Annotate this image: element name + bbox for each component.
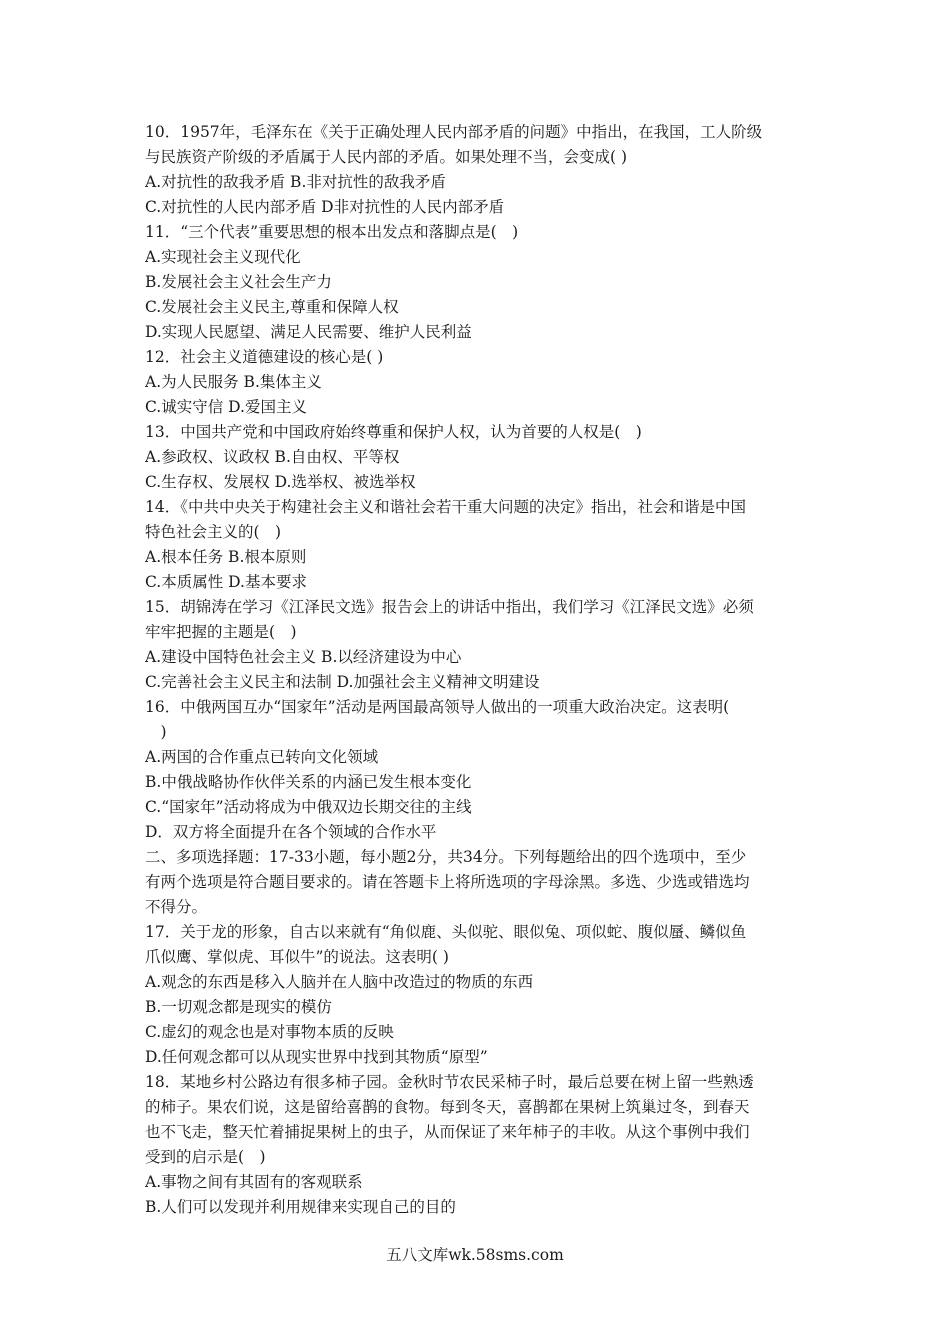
text-line: A.实现社会主义现代化 — [145, 248, 301, 266]
text-line: A.对抗性的敌我矛盾 B.非对抗性的敌我矛盾 — [145, 173, 446, 191]
text-line: 也不飞走，整天忙着捕捉果树上的虫子，从而保证了来年柿子的丰收。从这个事例中我们 — [145, 1123, 750, 1141]
text-line: 18．某地乡村公路边有很多柿子园。金秋时节农民采柿子时，最后总要在树上留一些熟透 — [145, 1073, 754, 1091]
text-line: D.任何观念都可以从现实世界中找到其物质“原型” — [145, 1048, 488, 1066]
text-line: 牢牢把握的主题是( ) — [145, 623, 297, 641]
text-line: C.诚实守信 D.爱国主义 — [145, 398, 307, 416]
text-line: A.建设中国特色社会主义 B.以经济建设为中心 — [145, 648, 462, 666]
text-line: 10．1957年，毛泽东在《关于正确处理人民内部矛盾的问题》中指出，在我国，工人阶级 — [145, 123, 763, 141]
text-line: B.人们可以发现并利用规律来实现自己的目的 — [145, 1198, 456, 1216]
text-line: 爪似鹰、掌似虎、耳似牛”的说法。这表明( ) — [145, 948, 449, 966]
text-line: 14．《中共中央关于构建社会主义和谐社会若干重大问题的决定》指出，社会和谐是中国 — [145, 498, 746, 516]
page-footer: 五八文库wk.58sms.com — [386, 1246, 564, 1264]
text-line: C.完善社会主义民主和法制 D.加强社会主义精神文明建设 — [145, 673, 540, 691]
text-line: C.“国家年”活动将成为中俄双边长期交往的主线 — [145, 798, 472, 816]
text-line: 15．胡锦涛在学习《江泽民文选》报告会上的讲话中指出，我们学习《江泽民文选》必须 — [145, 598, 754, 616]
text-line: A.根本任务 B.根本原则 — [145, 548, 307, 566]
text-line: 特色社会主义的( ) — [145, 523, 282, 541]
text-line: 12．社会主义道德建设的核心是( ) — [145, 348, 384, 366]
text-line: A.事物之间有其固有的客观联系 — [145, 1173, 363, 1191]
text-line: A.参政权、议政权 B.自由权、平等权 — [145, 448, 400, 466]
text-line: D.实现人民愿望、满足人民需要、维护人民利益 — [145, 323, 472, 341]
text-line: ) — [145, 723, 167, 741]
text-line: C.虚幻的观念也是对事物本质的反映 — [145, 1023, 394, 1041]
document-body — [145, 120, 813, 1220]
text-line: B.一切观念都是现实的模仿 — [145, 998, 332, 1016]
text-line: 17．关于龙的形象，自古以来就有“角似鹿、头似驼、眼似兔、项似蛇、腹似蜃、鳞似鱼 — [145, 923, 747, 941]
text-line: A.观念的东西是移入人脑并在人脑中改造过的物质的东西 — [145, 973, 534, 991]
text-line: B.发展社会主义社会生产力 — [145, 273, 332, 291]
text-line: 二、多项选择题：17-33小题，每小题2分，共34分。下列每题给出的四个选项中，至少 — [145, 848, 747, 866]
text-line: 13．中国共产党和中国政府始终尊重和保护人权，认为首要的人权是( ) — [145, 423, 642, 441]
text-line: A.为人民服务 B.集体主义 — [145, 373, 322, 391]
text-line: 不得分。 — [145, 898, 208, 916]
text-line: 11．“三个代表”重要思想的根本出发点和落脚点是( ) — [145, 223, 519, 241]
text-line: B.中俄战略协作伙伴关系的内涵已发生根本变化 — [145, 773, 472, 791]
text-line: C.本质属性 D.基本要求 — [145, 573, 307, 591]
text-line: 有两个选项是符合题目要求的。请在答题卡上将所选项的字母涂黑。多选、少选或错选均 — [145, 873, 750, 891]
text-line: 与民族资产阶级的矛盾属于人民内部的矛盾。如果处理不当，会变成( ) — [145, 148, 628, 166]
text-line: 的柿子。果农们说，这是留给喜鹊的食物。每到冬天，喜鹊都在果树上筑巢过冬，到春天 — [145, 1098, 750, 1116]
text-line: 16．中俄两国互办“国家年”活动是两国最高领导人做出的一项重大政治决定。这表明( — [145, 698, 730, 716]
text-line: C.生存权、发展权 D.选举权、被选举权 — [145, 473, 416, 491]
text-line: D．双方将全面提升在各个领域的合作水平 — [145, 823, 437, 841]
text-line: A.两国的合作重点已转向文化领域 — [145, 748, 379, 766]
text-line: 受到的启示是( ) — [145, 1148, 266, 1166]
text-line: C.发展社会主义民主,尊重和保障人权 — [145, 298, 399, 316]
text-line: C.对抗性的人民内部矛盾 D非对抗性的人民内部矛盾 — [145, 198, 505, 216]
